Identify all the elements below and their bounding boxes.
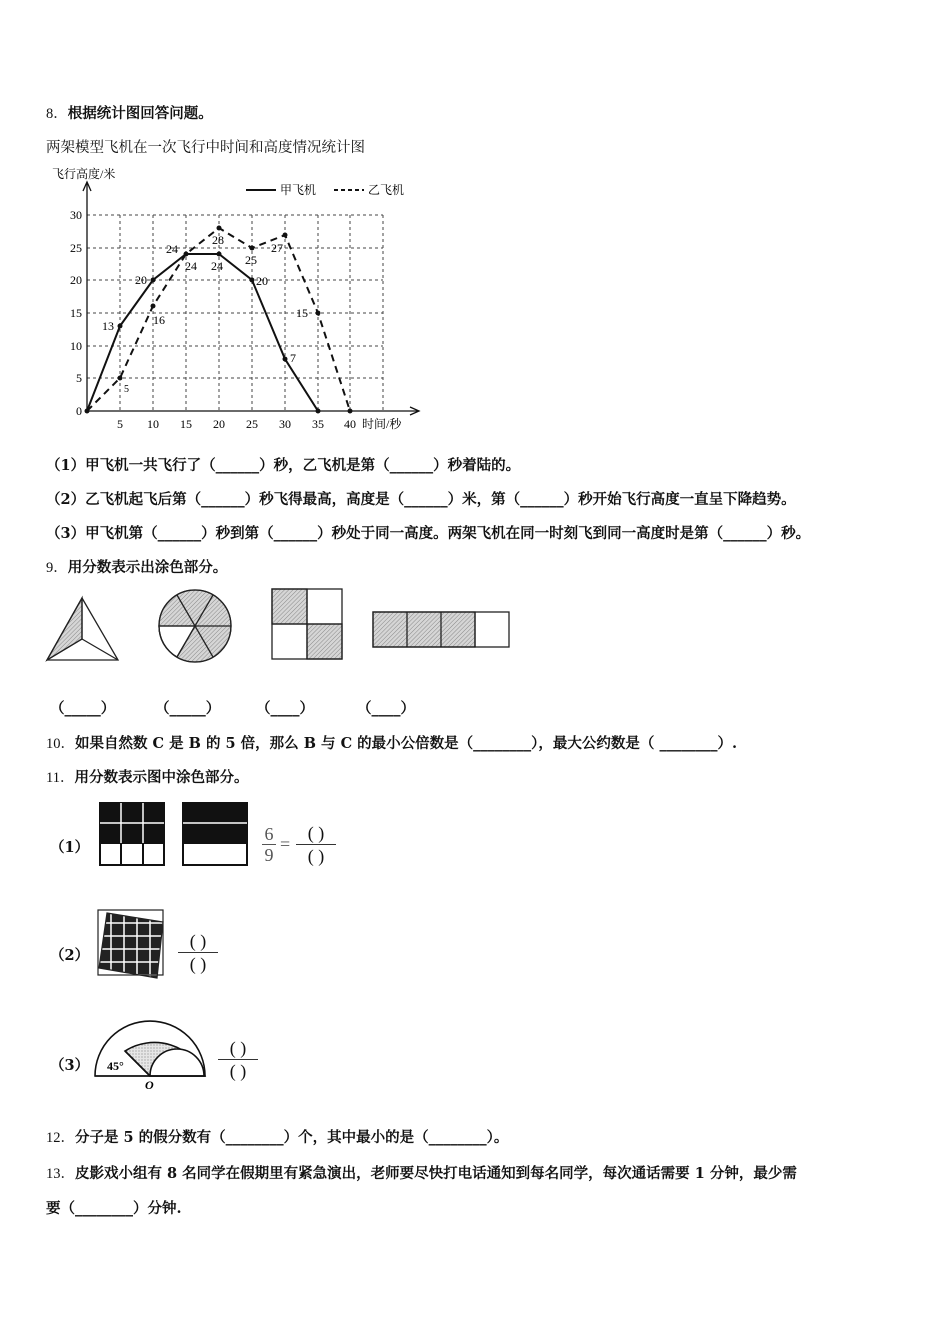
legend-jia: 甲飞机 bbox=[280, 183, 317, 197]
q8-title: 根据统计图回答问题。 bbox=[67, 105, 213, 122]
q12-text: 12．分子是 5 的假分数有（________）个，其中最小的是（________）。 bbox=[46, 1129, 509, 1146]
svg-text:10: 10 bbox=[70, 339, 82, 353]
svg-text:25: 25 bbox=[246, 417, 258, 431]
q9-answer-2[interactable]: （_____） bbox=[155, 700, 221, 717]
svg-text:15: 15 bbox=[296, 306, 308, 320]
triangle-figure bbox=[47, 598, 118, 660]
q11-part-1-equals: = bbox=[280, 834, 291, 854]
q8-sub-2: （2）乙飞机起飞后第（______）秒飞得最高，高度是（______）米，第（______）秒开始飞行高度一直呈下降趋势。 bbox=[46, 491, 796, 508]
series-jia-line bbox=[87, 254, 318, 411]
svg-text:5: 5 bbox=[76, 371, 82, 385]
q9-figures bbox=[0, 580, 540, 670]
center-label: O bbox=[145, 1078, 154, 1092]
q11-part-1-figures bbox=[95, 798, 255, 870]
q9-answer-1[interactable]: （_____） bbox=[50, 700, 116, 717]
angle-label: 45° bbox=[107, 1059, 124, 1073]
line-chart bbox=[0, 160, 440, 440]
circle-figure bbox=[159, 590, 231, 662]
svg-text:20: 20 bbox=[256, 274, 268, 288]
chart-caption: 两架模型飞机在一次飞行中时间和高度情况统计图 bbox=[46, 140, 365, 156]
svg-text:5: 5 bbox=[117, 417, 123, 431]
q8-heading bbox=[46, 102, 213, 123]
svg-text:40: 40 bbox=[344, 417, 356, 431]
q13-text-line1: 13．皮影戏小组有 8 名同学在假期里有紧急演出，老师要尽快打电话通知到每名同学，每次通话需要 1 分钟，最少需 bbox=[46, 1165, 797, 1182]
square-figure bbox=[272, 589, 342, 659]
svg-text:24: 24 bbox=[211, 259, 223, 273]
q11-part-1-answer[interactable]: ( ) ( ) bbox=[296, 822, 336, 867]
y-axis-label: 飞行高度/米 bbox=[52, 167, 116, 181]
svg-text:7: 7 bbox=[290, 351, 296, 365]
q8-number: 8． bbox=[46, 106, 68, 122]
q9-heading: 9．用分数表示出涂色部分。 bbox=[46, 559, 228, 576]
q9-answer-3[interactable]: （____） bbox=[256, 700, 314, 717]
q9-answer-4[interactable]: （____） bbox=[357, 700, 415, 717]
svg-text:30: 30 bbox=[279, 417, 291, 431]
svg-text:16: 16 bbox=[153, 313, 165, 327]
q11-part-1-label: （1） bbox=[50, 839, 90, 856]
svg-text:28: 28 bbox=[212, 233, 224, 247]
q8-sub-3: （3）甲飞机第（______）秒到第（______）秒处于同一高度。两架飞机在同一时刻飞到同一高度时是第（______）秒。 bbox=[46, 525, 811, 542]
y-tick-labels bbox=[70, 208, 82, 418]
svg-text:30: 30 bbox=[70, 208, 82, 222]
svg-text:13: 13 bbox=[102, 319, 114, 333]
svg-text:15: 15 bbox=[180, 417, 192, 431]
svg-text:25: 25 bbox=[245, 253, 257, 267]
legend-yi: 乙飞机 bbox=[368, 183, 405, 197]
q11-part-2-figure bbox=[95, 908, 167, 980]
data-labels bbox=[102, 233, 308, 395]
svg-text:10: 10 bbox=[147, 417, 159, 431]
q11-part-3-label: （3） bbox=[50, 1057, 90, 1074]
svg-text:24: 24 bbox=[166, 242, 178, 256]
q11-part-3-figure bbox=[90, 1014, 210, 1094]
chart-axes bbox=[83, 182, 419, 415]
q11-heading: 11．用分数表示图中涂色部分。 bbox=[46, 769, 249, 786]
svg-text:35: 35 bbox=[312, 417, 324, 431]
chart-legend bbox=[246, 182, 404, 197]
x-axis-label: 时间/秒 bbox=[362, 417, 402, 431]
q8-sub-1: （1）甲飞机一共飞行了（______）秒，乙飞机是第（______）秒着陆的。 bbox=[46, 457, 521, 474]
q11-part-3-answer[interactable]: ( ) ( ) bbox=[218, 1037, 258, 1082]
strip-figure bbox=[373, 612, 509, 647]
svg-text:0: 0 bbox=[76, 404, 82, 418]
q13-text-line2: 要（________）分钟. bbox=[46, 1200, 182, 1217]
q11-part-1-given-fraction: $\frac{6}{9}$ bbox=[262, 824, 276, 865]
svg-text:25: 25 bbox=[70, 241, 82, 255]
svg-text:27: 27 bbox=[271, 241, 283, 255]
svg-text:20: 20 bbox=[135, 273, 147, 287]
svg-text:24: 24 bbox=[185, 259, 197, 273]
svg-text:15: 15 bbox=[70, 306, 82, 320]
q11-part-2-label: （2） bbox=[50, 947, 90, 964]
q10-text: 10．如果自然数 C 是 B 的 5 倍，那么 B 与 C 的最小公倍数是（________），最大公约数是（ ________）. bbox=[46, 735, 738, 752]
svg-text:20: 20 bbox=[213, 417, 225, 431]
svg-text:5: 5 bbox=[124, 384, 129, 395]
q11-part-2-answer[interactable]: ( ) ( ) bbox=[178, 930, 218, 975]
svg-text:20: 20 bbox=[70, 273, 82, 287]
x-tick-labels bbox=[117, 417, 356, 431]
chart-grid bbox=[87, 215, 383, 411]
